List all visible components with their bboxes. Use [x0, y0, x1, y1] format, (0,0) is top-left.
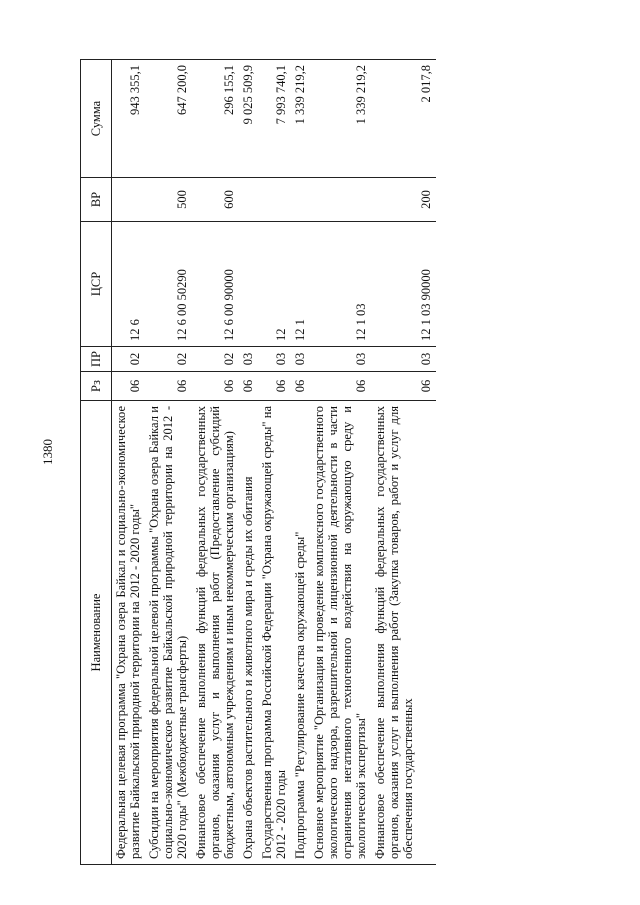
row-vr: 600: [192, 178, 239, 222]
row-csr: 12 6: [112, 222, 146, 347]
row-vr: 500: [145, 178, 192, 222]
row-vr: 200: [371, 178, 436, 222]
row-sum: 2 017,8: [371, 60, 436, 178]
row-rz: 06: [310, 372, 371, 401]
row-name: Финансовое обеспечение выполнения функций федеральных государственных органов, оказания услуг и выполнения работ (Закупка товаров, работ и услуг для обеспечения государственных: [371, 401, 436, 865]
row-csr: 12 1 03 90000: [371, 222, 436, 347]
table-row: [258, 60, 291, 865]
row-name: Финансовое обеспечение выполнения функций федеральных государственных органов, оказания услуг и выполнения работ (Предоставление субсидий бюджетным, автономным учреждениям и иным некоммерческим организациям): [192, 401, 239, 865]
row-name: Охрана объектов растительного и животного мира и среды их обитания: [239, 401, 258, 865]
table-row: [112, 60, 146, 865]
row-rz: 06: [258, 372, 291, 401]
row-pr: 03: [310, 347, 371, 372]
row-csr: 12 1 03: [310, 222, 371, 347]
row-vr: [239, 178, 258, 222]
row-vr: [258, 178, 291, 222]
row-vr: [310, 178, 371, 222]
row-sum: 1 339 219,2: [310, 60, 371, 178]
header-sum: Сумма: [81, 60, 112, 178]
row-csr: 12: [258, 222, 291, 347]
table-row: [371, 60, 436, 865]
budget-table: [80, 59, 436, 865]
row-pr: 02: [145, 347, 192, 372]
row-name: Субсидии на мероприятия федеральной целевой программы "Охрана озера Байкал и социально-экономическое развитие Байкальской природной территории на 2012 - 2020 годы" (Межбюджетные трансферты): [145, 401, 192, 865]
header-pr: ПР: [81, 347, 112, 372]
row-name: Федеральная целевая программа "Охрана озера Байкал и социально-экономическое развитие Байкальской природной территории на 2012 - 2020 годы": [112, 401, 146, 865]
row-name: Основное мероприятие "Организация и проведение комплексного государственного экологического надзора, разрешительной и лицензионной деятельности в части ограничения негативного техногенного воздействия на окружающую среду и экологической экспертизы": [310, 401, 371, 865]
table-row: [291, 60, 310, 865]
row-sum: 7 993 740,1: [258, 60, 291, 178]
row-vr: [112, 178, 146, 222]
row-name: Государственная программа Российской Федерации "Охрана окружающей среды" на 2012 - 2020 годы: [258, 401, 291, 865]
table-row: [145, 60, 192, 865]
row-rz: 06: [145, 372, 192, 401]
table-row: [192, 60, 239, 865]
table-header-row: [81, 60, 112, 865]
header-csr: ЦСР: [81, 222, 112, 347]
row-pr: 03: [258, 347, 291, 372]
row-csr: 12 6 00 90000: [192, 222, 239, 347]
row-rz: 06: [192, 372, 239, 401]
row-rz: 06: [239, 372, 258, 401]
row-csr: [239, 222, 258, 347]
row-sum: 9 025 509,9: [239, 60, 258, 178]
row-rz: 06: [371, 372, 436, 401]
row-csr: 12 1: [291, 222, 310, 347]
row-sum: 943 355,1: [112, 60, 146, 178]
rotated-page-content: [80, 60, 620, 865]
row-rz: 06: [112, 372, 146, 401]
page-number: 1380: [40, 439, 55, 465]
row-vr: [291, 178, 310, 222]
row-pr: 02: [192, 347, 239, 372]
row-sum: 1 339 219,2: [291, 60, 310, 178]
table-row: [239, 60, 258, 865]
row-pr: 03: [371, 347, 436, 372]
row-sum: 296 155,1: [192, 60, 239, 178]
row-sum: 647 200,0: [145, 60, 192, 178]
row-csr: 12 6 00 50290: [145, 222, 192, 347]
header-rz: Рз: [81, 372, 112, 401]
header-vr: ВР: [81, 178, 112, 222]
row-name: Подпрограмма "Регулирование качества окружающей среды": [291, 401, 310, 865]
header-name: Наименование: [81, 401, 112, 865]
row-pr: 03: [291, 347, 310, 372]
row-pr: 03: [239, 347, 258, 372]
row-rz: 06: [291, 372, 310, 401]
row-pr: 02: [112, 347, 146, 372]
table-row: [310, 60, 371, 865]
